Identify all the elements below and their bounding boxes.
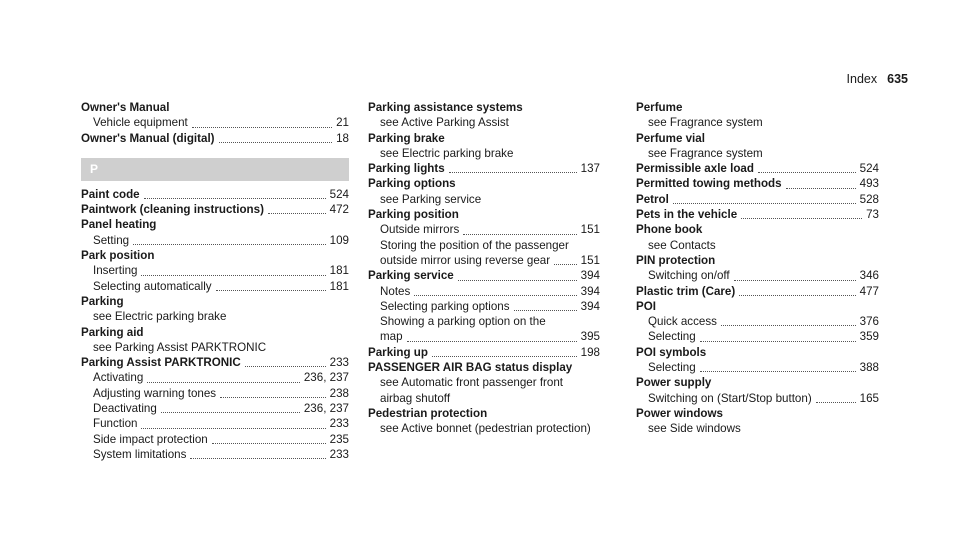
index-subentry bbox=[368, 192, 600, 207]
index-subentry bbox=[636, 421, 879, 436]
page-reference-link[interactable]: 359 bbox=[859, 330, 879, 344]
index-subentry[interactable] bbox=[81, 370, 349, 385]
page-reference-link[interactable]: 395 bbox=[580, 330, 600, 344]
page-reference-link[interactable]: 165 bbox=[859, 391, 879, 405]
entry-text: Plastic trim (Care) bbox=[636, 284, 736, 298]
entry-text: Parking bbox=[81, 294, 124, 308]
page-reference-link[interactable]: 73 bbox=[866, 208, 879, 222]
index-term[interactable] bbox=[81, 187, 349, 202]
index-term bbox=[368, 207, 600, 222]
page-reference-link[interactable]: 181 bbox=[329, 279, 349, 293]
entry-text: Parking position bbox=[368, 208, 459, 222]
index-term bbox=[636, 406, 879, 421]
index-subentry bbox=[636, 115, 879, 130]
entry-text: Parking assistance systems bbox=[368, 101, 523, 114]
entry-text: Pets in the vehicle bbox=[636, 208, 738, 222]
page-reference-link[interactable]: 21 bbox=[336, 116, 349, 130]
entry-text: Notes bbox=[380, 284, 411, 298]
page-reference-link[interactable]: 233 bbox=[329, 356, 349, 370]
dot-leader bbox=[161, 412, 300, 413]
page-header bbox=[847, 72, 908, 86]
index-subentry bbox=[368, 238, 600, 253]
entry-text: Parking Assist PARKTRONIC bbox=[81, 356, 241, 370]
dot-leader bbox=[190, 458, 325, 459]
dot-leader bbox=[216, 290, 326, 291]
dot-leader bbox=[192, 127, 332, 128]
entry-text: Parking brake bbox=[368, 131, 445, 145]
entry-text: Parking up bbox=[368, 345, 428, 359]
index-subentry[interactable] bbox=[636, 391, 879, 406]
dot-leader bbox=[220, 397, 326, 398]
page-reference-link[interactable]: 528 bbox=[859, 192, 879, 206]
index-term bbox=[636, 345, 879, 360]
page-reference-link[interactable]: 524 bbox=[329, 187, 349, 201]
page-reference-link[interactable]: 493 bbox=[859, 177, 879, 191]
index-term bbox=[636, 222, 879, 237]
index-subentry[interactable] bbox=[636, 268, 879, 283]
index-column-1 bbox=[81, 100, 349, 462]
page-reference-link[interactable]: 137 bbox=[580, 162, 600, 176]
index-subentry[interactable] bbox=[368, 329, 600, 344]
index-term bbox=[368, 176, 600, 191]
dot-leader bbox=[739, 295, 855, 296]
entry-text: Parking service bbox=[368, 269, 454, 283]
index-subentry bbox=[368, 375, 600, 390]
index-term[interactable] bbox=[368, 268, 600, 283]
page-reference-link[interactable]: 235 bbox=[329, 432, 349, 446]
entry-text: see Electric parking brake bbox=[93, 310, 227, 324]
index-term[interactable] bbox=[368, 345, 600, 360]
index-column-3 bbox=[636, 100, 879, 437]
index-term bbox=[368, 131, 600, 146]
entry-text: Owner's Manual bbox=[81, 101, 170, 114]
index-subentry[interactable] bbox=[81, 386, 349, 401]
entry-text: Switching on/off bbox=[648, 269, 730, 283]
index-subentry[interactable] bbox=[81, 233, 349, 248]
entry-text: see Electric parking brake bbox=[380, 146, 514, 160]
dot-leader bbox=[141, 428, 325, 429]
index-subentry bbox=[368, 391, 600, 406]
index-subentry bbox=[81, 309, 349, 324]
entry-text: see Active bonnet (pedestrian protection) bbox=[380, 422, 591, 436]
entry-text: see Active Parking Assist bbox=[380, 116, 509, 130]
entry-text: Selecting bbox=[648, 361, 696, 375]
index-term bbox=[368, 406, 600, 421]
page-reference-link[interactable]: 198 bbox=[580, 345, 600, 359]
dot-leader bbox=[144, 198, 326, 199]
page-reference-link[interactable]: 18 bbox=[336, 131, 349, 145]
dot-leader bbox=[786, 188, 856, 189]
entry-text: Setting bbox=[93, 233, 130, 247]
entry-text: Quick access bbox=[648, 315, 717, 329]
entry-text: Parking aid bbox=[81, 325, 144, 339]
entry-text: Selecting bbox=[648, 330, 696, 344]
dot-leader bbox=[741, 218, 862, 219]
index-term[interactable] bbox=[636, 207, 879, 222]
index-term[interactable] bbox=[81, 202, 349, 217]
entry-text: Panel heating bbox=[81, 218, 157, 232]
dot-leader bbox=[407, 341, 577, 342]
index-subentry[interactable] bbox=[81, 115, 349, 130]
entry-text: Vehicle equipment bbox=[93, 116, 188, 130]
entry-text: map bbox=[380, 330, 403, 344]
page-reference-link[interactable]: 346 bbox=[859, 269, 879, 283]
dot-leader bbox=[268, 213, 326, 214]
entry-text: Adjusting warning tones bbox=[93, 386, 217, 400]
dot-leader bbox=[734, 280, 856, 281]
index-term bbox=[636, 375, 879, 390]
dot-leader bbox=[212, 443, 326, 444]
index-term bbox=[636, 131, 879, 146]
index-subentry[interactable] bbox=[81, 401, 349, 416]
index-subentry bbox=[636, 238, 879, 253]
entry-text: Inserting bbox=[93, 264, 138, 278]
entry-text: POI symbols bbox=[636, 345, 707, 359]
entry-text: Showing a parking option on the bbox=[380, 315, 546, 329]
entry-text: see Automatic front passenger front bbox=[380, 376, 564, 390]
dot-leader bbox=[449, 172, 577, 173]
dot-leader bbox=[758, 172, 856, 173]
entry-text: see Parking service bbox=[380, 192, 482, 206]
index-term[interactable] bbox=[368, 161, 600, 176]
index-subentry[interactable] bbox=[368, 253, 600, 268]
dot-leader bbox=[133, 244, 326, 245]
index-term bbox=[81, 217, 349, 232]
entry-text: see Contacts bbox=[648, 238, 716, 252]
page-reference-link[interactable]: 477 bbox=[859, 284, 879, 298]
entry-text: PASSENGER AIR BAG status display bbox=[368, 361, 573, 375]
page-reference-link[interactable]: 394 bbox=[580, 269, 600, 283]
page-reference-link[interactable]: 181 bbox=[329, 264, 349, 278]
entry-text: Function bbox=[93, 417, 138, 431]
entry-text: Petrol bbox=[636, 192, 669, 206]
entry-text: Selecting parking options bbox=[380, 299, 510, 313]
entry-text: see Parking Assist PARKTRONIC bbox=[93, 340, 267, 354]
page-reference-link[interactable]: 524 bbox=[859, 162, 879, 176]
entry-text: Perfume vial bbox=[636, 131, 705, 145]
index-term[interactable] bbox=[81, 131, 349, 146]
entry-text: Parking lights bbox=[368, 162, 445, 176]
dot-leader bbox=[245, 366, 326, 367]
page-reference-link[interactable]: 236, 237 bbox=[303, 402, 349, 416]
index-subentry[interactable] bbox=[368, 222, 600, 237]
entry-text: Park position bbox=[81, 249, 155, 263]
index-term[interactable] bbox=[81, 355, 349, 370]
section-letter-bar: P bbox=[81, 158, 349, 181]
index-term bbox=[636, 299, 879, 314]
page-reference-link[interactable]: 151 bbox=[580, 223, 600, 237]
entry-text: Power supply bbox=[636, 376, 712, 390]
entry-text: PIN protection bbox=[636, 253, 716, 267]
index-subentry[interactable] bbox=[368, 284, 600, 299]
entry-text: Switching on (Start/Stop button) bbox=[648, 391, 812, 405]
index-column-2 bbox=[368, 100, 600, 437]
index-subentry[interactable] bbox=[636, 360, 879, 375]
index-term bbox=[368, 360, 600, 375]
entry-text: Perfume bbox=[636, 101, 683, 114]
entry-text: Side impact protection bbox=[93, 432, 208, 446]
dot-leader bbox=[414, 295, 576, 296]
entry-text: System limitations bbox=[93, 447, 187, 461]
entry-text: Outside mirrors bbox=[380, 223, 460, 237]
page-reference-link[interactable]: 472 bbox=[329, 203, 349, 217]
index-term[interactable] bbox=[636, 284, 879, 299]
index-subentry[interactable] bbox=[368, 299, 600, 314]
index-term bbox=[81, 100, 349, 115]
dot-leader bbox=[219, 142, 333, 143]
index-term bbox=[636, 253, 879, 268]
index-term bbox=[81, 248, 349, 263]
entry-text: see Fragrance system bbox=[648, 116, 763, 130]
index-subentry[interactable] bbox=[81, 263, 349, 278]
page-reference-link[interactable]: 394 bbox=[580, 284, 600, 298]
index-term[interactable] bbox=[636, 161, 879, 176]
index-subentry[interactable] bbox=[81, 416, 349, 431]
entry-text: see Fragrance system bbox=[648, 146, 763, 160]
index-subentry bbox=[368, 115, 600, 130]
index-subentry bbox=[368, 314, 600, 329]
page-reference-link[interactable]: 109 bbox=[329, 233, 349, 247]
entry-text: Pedestrian protection bbox=[368, 406, 488, 420]
index-term bbox=[368, 100, 600, 115]
index-subentry[interactable] bbox=[81, 279, 349, 294]
page-reference-link[interactable]: 388 bbox=[859, 361, 879, 375]
entry-text: Owner's Manual (digital) bbox=[81, 131, 215, 145]
dot-leader bbox=[816, 402, 856, 403]
page-reference-link[interactable]: 376 bbox=[859, 315, 879, 329]
dot-leader bbox=[514, 310, 577, 311]
page-reference-link[interactable]: 238 bbox=[329, 386, 349, 400]
entry-text: Paint code bbox=[81, 187, 140, 201]
entry-text: Permitted towing methods bbox=[636, 177, 782, 191]
page-reference-link[interactable]: 236, 237 bbox=[303, 371, 349, 385]
entry-text: POI bbox=[636, 299, 656, 313]
entry-text: Deactivating bbox=[93, 402, 157, 416]
index-term bbox=[81, 294, 349, 309]
entry-text: Selecting automatically bbox=[93, 279, 212, 293]
dot-leader bbox=[554, 264, 577, 265]
dot-leader bbox=[673, 203, 856, 204]
index-term[interactable] bbox=[636, 176, 879, 191]
page-number: 635 bbox=[887, 72, 908, 86]
entry-text: see Side windows bbox=[648, 422, 741, 436]
dot-leader bbox=[700, 341, 856, 342]
entry-text: Power windows bbox=[636, 406, 723, 420]
entry-text: Storing the position of the passenger bbox=[380, 238, 569, 252]
dot-leader bbox=[147, 382, 300, 383]
dot-leader bbox=[141, 275, 325, 276]
index-subentry[interactable] bbox=[636, 329, 879, 344]
entry-text: Activating bbox=[93, 371, 144, 385]
entry-text: Paintwork (cleaning instructions) bbox=[81, 203, 264, 217]
index-term bbox=[81, 325, 349, 340]
index-subentry bbox=[368, 146, 600, 161]
dot-leader bbox=[432, 356, 577, 357]
dot-leader bbox=[463, 234, 576, 235]
section-label: Index bbox=[846, 72, 878, 86]
index-term[interactable] bbox=[636, 192, 879, 207]
index-subentry bbox=[81, 340, 349, 355]
index-subentry bbox=[368, 421, 600, 436]
page-reference-link[interactable]: 151 bbox=[580, 253, 600, 267]
index-subentry bbox=[636, 146, 879, 161]
entry-text: airbag shutoff bbox=[380, 391, 451, 405]
dot-leader bbox=[721, 325, 856, 326]
page-reference-link[interactable]: 394 bbox=[580, 299, 600, 313]
index-subentry[interactable] bbox=[636, 314, 879, 329]
page-reference-link[interactable]: 233 bbox=[329, 417, 349, 431]
page-reference-link[interactable]: 233 bbox=[329, 447, 349, 461]
dot-leader bbox=[700, 371, 856, 372]
index-subentry[interactable] bbox=[81, 432, 349, 447]
index-subentry[interactable] bbox=[81, 447, 349, 462]
entry-text: Phone book bbox=[636, 223, 703, 237]
index-term bbox=[636, 100, 879, 115]
entry-text: outside mirror using reverse gear bbox=[380, 253, 551, 267]
dot-leader bbox=[458, 280, 577, 281]
entry-text: Parking options bbox=[368, 177, 456, 191]
entry-text: Permissible axle load bbox=[636, 162, 754, 176]
